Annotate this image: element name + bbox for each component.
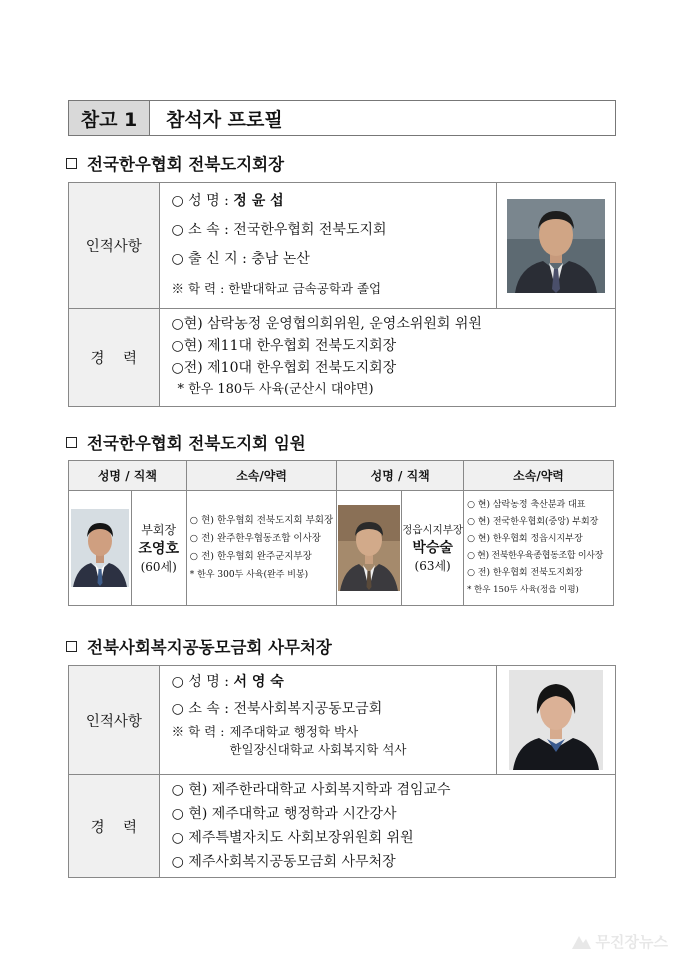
- person-education: ※ 학 력 : 한밭대학교 금속공학과 졸업: [171, 281, 382, 296]
- section3-heading-text: 전북사회복지공동모금회 사무처장: [87, 638, 332, 657]
- person1-name: 조영호: [138, 541, 179, 557]
- career-label: 경 력: [69, 775, 160, 878]
- career-note: * 한우 180두 사육(군산시 대야면): [177, 382, 374, 397]
- person-name: 정 윤 섭: [233, 193, 284, 209]
- person1-position: 부회장: [141, 523, 177, 537]
- column-header: 소속/약력: [186, 461, 337, 491]
- column-header: 성명 / 직책: [69, 461, 187, 491]
- person2-name: 박승술: [412, 540, 453, 556]
- person-org: 전북사회복지공동모금회: [233, 701, 383, 717]
- section1-heading: [66, 151, 284, 175]
- person1-career-cell: [186, 491, 337, 606]
- education-label: ※ 학 력 :: [171, 724, 225, 739]
- title-tag: 참고 1: [69, 101, 150, 135]
- career-item: ○전) 제10대 한우협회 전북도지회장: [171, 360, 397, 376]
- person2-id-cell: [402, 491, 464, 606]
- career-item: ○ 현) 제주한라대학교 사회복지학과 겸임교수: [171, 782, 451, 798]
- career-item: ○현) 제11대 한우협회 전북도지회장: [171, 338, 397, 354]
- section2-heading-text: 전국한우협회 전북도지회 임원: [87, 434, 306, 453]
- watermark-text: 무진장뉴스: [595, 933, 668, 951]
- photo-cell: [496, 183, 615, 309]
- person-birth: 충남 논산: [251, 251, 310, 267]
- career-note: * 한우 300두 사육(완주 비봉): [189, 570, 309, 580]
- personal-label: 인적사항: [69, 666, 160, 775]
- career-item: ○현) 삼락농정 운영협의회위원, 운영소위원회 위원: [171, 316, 482, 332]
- section2-heading: [66, 430, 306, 454]
- career-item: ○ 현) 한우협회 전북도지회 부회장: [189, 515, 334, 526]
- square-bullet-icon: [66, 641, 77, 652]
- career-item: ○ 현) 전국한우협회(중앙) 부회장: [467, 517, 599, 527]
- portrait-photo-cho: [71, 509, 129, 587]
- career-item: ○ 현) 전북한우육종협동조합 이사장: [467, 551, 604, 561]
- section1-table: [68, 182, 616, 407]
- org-label: ○ 소 속 :: [171, 701, 229, 717]
- career-item: ○ 현) 제주대학교 행정학과 시간강사: [171, 806, 397, 822]
- person1-age: (60세): [140, 560, 177, 574]
- section3-heading: [66, 634, 332, 658]
- person2-age: (63세): [414, 559, 451, 573]
- person1-id-cell: [131, 491, 186, 606]
- square-bullet-icon: [66, 437, 77, 448]
- career-label: 경 력: [69, 309, 160, 407]
- career-item: ○ 현) 삼락농정 축산분과 대표: [467, 500, 586, 510]
- portrait-photo-park: [338, 505, 400, 591]
- photo-cell: [337, 491, 402, 606]
- watermark: [570, 931, 668, 952]
- portrait-photo-seo: [509, 670, 603, 770]
- career-item: ○ 전) 한우협회 완주군지부장: [189, 551, 312, 562]
- photo-cell: [496, 666, 615, 775]
- personal-label: 인적사항: [69, 183, 160, 309]
- photo-cell: [69, 491, 132, 606]
- education-item: 한일장신대학교 사회복지학 석사: [229, 742, 407, 757]
- watermark-logo-icon: [570, 933, 592, 951]
- section3-table: [68, 665, 616, 878]
- career-item: ○ 현) 한우협회 정읍시지부장: [467, 534, 583, 544]
- person2-career-cell: [464, 491, 614, 606]
- section1-heading-text: 전국한우협회 전북도지회장: [87, 155, 285, 174]
- column-header: 성명 / 직책: [337, 461, 464, 491]
- career-item: ○ 제주사회복지공동모금회 사무처장: [171, 854, 396, 870]
- column-header: 소속/약력: [464, 461, 614, 491]
- org-label: ○ 소 속 :: [171, 222, 229, 238]
- career-cell: [159, 309, 616, 407]
- education-item: 제주대학교 행정학 박사: [229, 724, 359, 739]
- career-note: * 한우 150두 사육(정읍 이평): [467, 585, 579, 595]
- square-bullet-icon: [66, 158, 77, 169]
- personal-info: [159, 666, 496, 775]
- name-label: ○ 성 명 :: [171, 674, 229, 690]
- title-box: [68, 100, 616, 136]
- section2-table: [68, 460, 614, 606]
- career-cell: [159, 775, 615, 878]
- person2-position: 정읍시지부장: [402, 524, 464, 536]
- person-org: 전국한우협회 전북도지회: [233, 222, 387, 238]
- portrait-photo-jung: [507, 199, 605, 293]
- name-label: ○ 성 명 :: [171, 193, 229, 209]
- career-item: ○ 전) 완주한우협동조합 이사장: [189, 533, 321, 544]
- career-item: ○ 제주특별자치도 사회보장위원회 위원: [171, 830, 414, 846]
- person-name: 서 영 숙: [233, 674, 284, 690]
- birth-label: ○ 출 신 지 :: [171, 251, 247, 267]
- page-title: 참석자 프로필: [166, 108, 283, 131]
- personal-info: [159, 183, 496, 309]
- career-item: ○ 전) 한우협회 전북도지회장: [467, 568, 583, 578]
